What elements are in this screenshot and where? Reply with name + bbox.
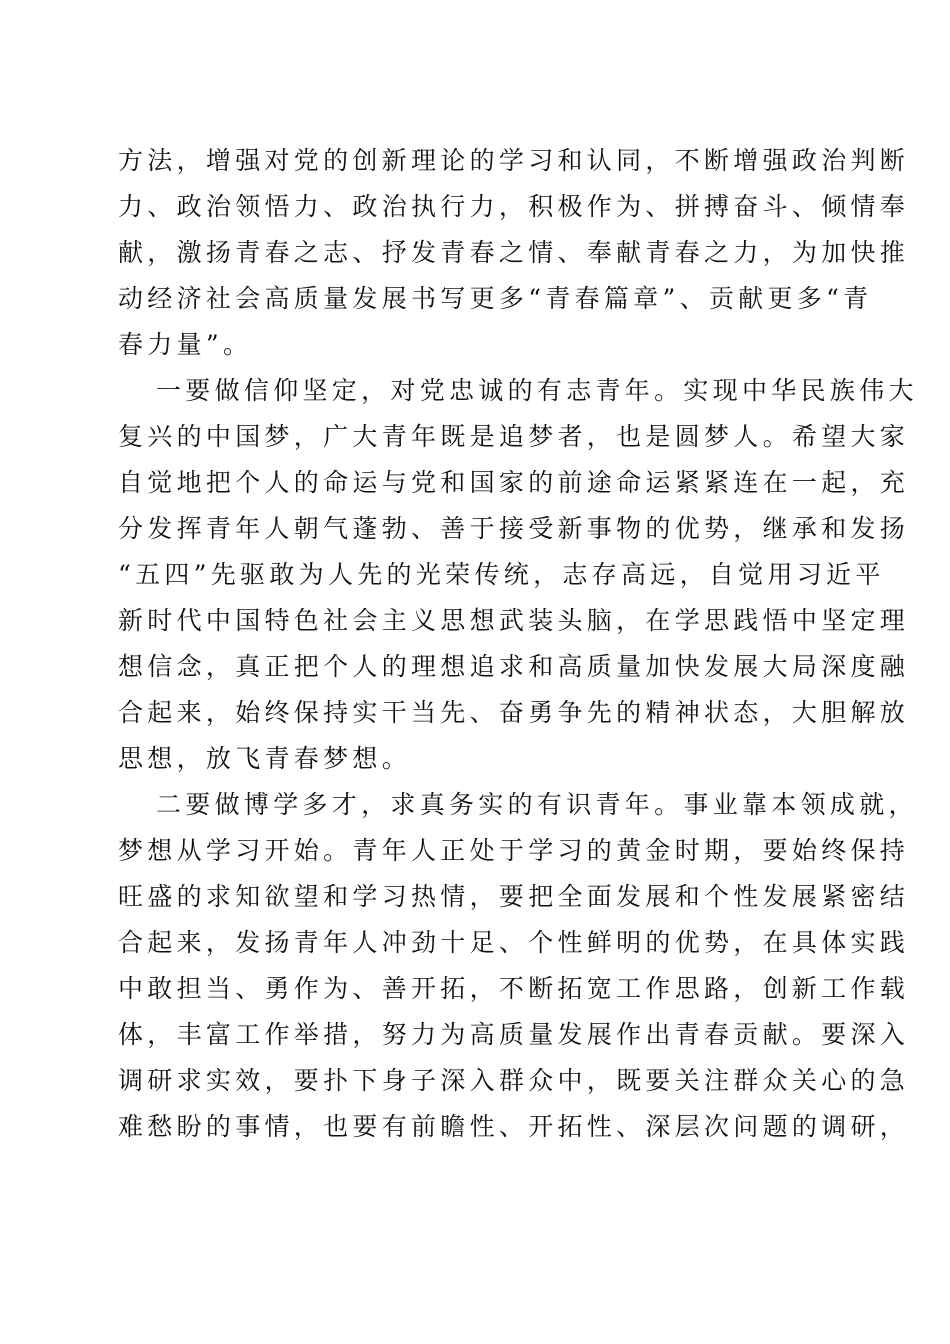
text-line: 动经济社会高质量发展书写更多“青春篇章”、贡献更多“青: [118, 284, 873, 313]
body-text: [118, 138, 918, 1150]
text-line: 思想，放飞青春梦想。: [118, 744, 412, 773]
text-line: “五四”先驱敢为人先的光荣传统，志存高远，自觉用习近平: [118, 560, 885, 589]
text-line: 旺盛的求知欲望和学习热情，要把全面发展和个性发展紧密结: [118, 882, 910, 911]
text-line: 新时代中国特色社会主义思想武装头脑，在学思践悟中坚定理: [118, 606, 910, 635]
text-line: 春力量”。: [118, 330, 253, 359]
text-line: 梦想从学习开始。青年人正处于学习的黄金时期，要始终保持: [118, 836, 910, 865]
text-line: 方法，增强对党的创新理论的学习和认同，不断增强政治判断: [118, 146, 910, 175]
text-line: 合起来，发扬青年人冲劲十足、个性鲜明的优势，在具体实践: [118, 928, 910, 957]
paragraph-start-line: 一要做信仰坚定，对党忠诚的有志青年。实现中华民族伟大: [156, 376, 918, 405]
text-line: 分发挥青年人朝气蓬勃、善于接受新事物的优势，继承和发扬: [118, 514, 910, 543]
text-line: 合起来，始终保持实干当先、奋勇争先的精神状态，大胆解放: [118, 698, 910, 727]
text-line: 体，丰富工作举措，努力为高质量发展作出青春贡献。要深入: [118, 1020, 910, 1049]
text-line: 献，激扬青春之志、抒发青春之情、奉献青春之力，为加快推: [118, 238, 910, 267]
text-line: 难愁盼的事情，也要有前瞻性、开拓性、深层次问题的调研，: [118, 1112, 910, 1141]
text-line: 自觉地把个人的命运与党和国家的前途命运紧紧连在一起，充: [118, 468, 910, 497]
text-line: 想信念，真正把个人的理想追求和高质量加快发展大局深度融: [118, 652, 910, 681]
text-line: 调研求实效，要扑下身子深入群众中，既要关注群众关心的急: [118, 1066, 910, 1095]
text-line: 复兴的中国梦，广大青年既是追梦者，也是圆梦人。希望大家: [118, 422, 910, 451]
paragraph-start-line: 二要做博学多才，求真务实的有识青年。事业靠本领成就，: [156, 790, 918, 819]
text-line: 力、政治领悟力、政治执行力，积极作为、拼搏奋斗、倾情奉: [118, 192, 910, 221]
text-line: 中敢担当、勇作为、善开拓，不断拓宽工作思路，创新工作载: [118, 974, 910, 1003]
